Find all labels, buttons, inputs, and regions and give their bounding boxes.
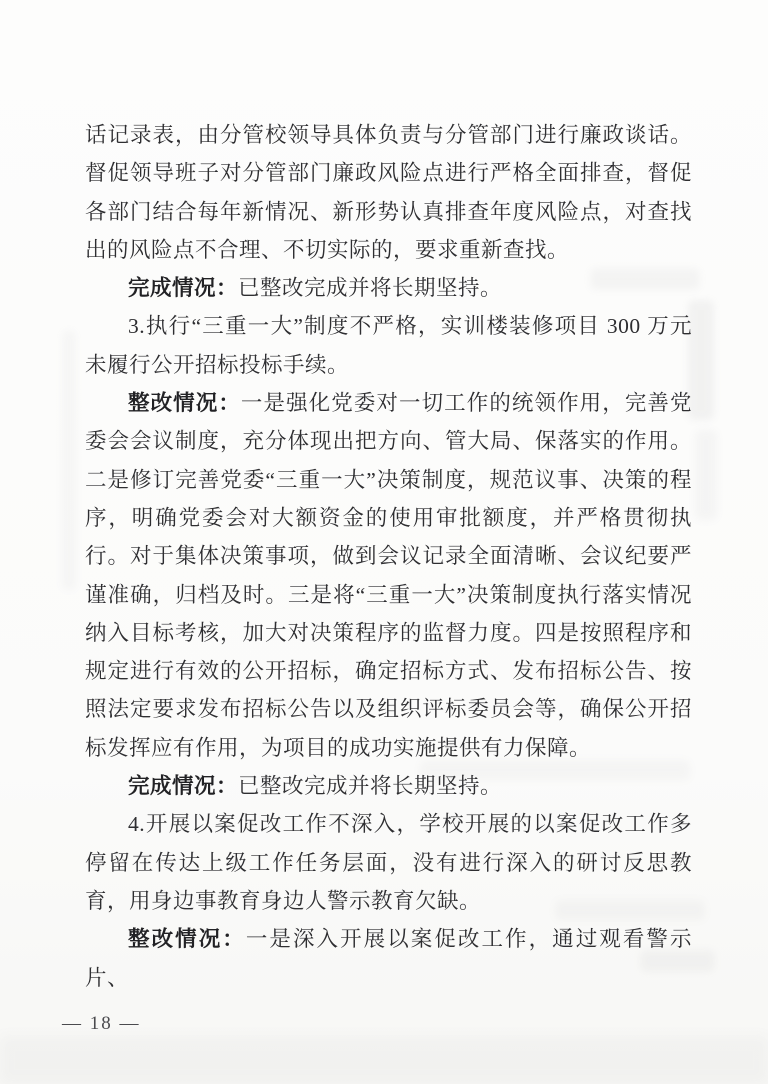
paragraph-text: 3.执行“三重一大”制度不严格，实训楼装修项目 300 万元未履行公开招标投标手续。 <box>85 314 692 377</box>
scan-artifact <box>62 330 76 590</box>
paragraph-label: 整改情况： <box>128 927 246 952</box>
paragraph <box>85 920 692 997</box>
page-number: — 18 — <box>62 1013 141 1034</box>
paragraph <box>85 307 692 384</box>
paragraph-text: 4.开展以案促改工作不深入，学校开展的以案促改工作多停留在传达上级工作任务层面，没有进行深入的研讨反思教育，用身边事教育身边人警示教育欠缺。 <box>85 812 692 913</box>
scan-artifact <box>695 430 717 520</box>
paragraph-label: 完成情况： <box>128 276 239 301</box>
paragraph-label: 完成情况： <box>128 774 239 799</box>
paragraph-text: 已整改完成并将长期坚持。 <box>238 774 503 799</box>
paragraph-text: 已整改完成并将长期坚持。 <box>238 276 503 301</box>
paragraph-text: 一是强化党委对一切工作的统领作用，完善党委会会议制度，充分体现出把方向、管大局、保落实的作用。二是修订完善党委“三重一大”决策制度，规范议事、决策的程序，明确党委会对大额资金的使用审批额度，并严格贯彻执行。对于集体决策事项，做到会议记录全面清晰、会议纪要严谨准确，归档及时。三是将“三重一大”决策制度执行落实情况纳入目标考核，加大对决策程序的监督力度。四是按照程序和规定进行有效的公开招标，确定招标方式、发布招标公告、按照法定要求发布招标公告以及组织评标委员会等，确保公开招标发挥应有作用，为项目的成功实施提供有力保障。 <box>85 391 692 760</box>
scan-artifact <box>0 1036 768 1084</box>
paragraph <box>85 269 692 307</box>
paragraph <box>85 384 692 767</box>
paragraph <box>85 805 692 920</box>
paragraph-text: 一是深入开展以案促改工作，通过观看警示片、 <box>85 927 692 990</box>
document-body <box>85 116 692 997</box>
paragraph-label: 整改情况： <box>128 391 241 416</box>
paragraph <box>85 767 692 805</box>
paragraph-text: 话记录表，由分管校领导具体负责与分管部门进行廉政谈话。督促领导班子对分管部门廉政风险点进行严格全面排查，督促各部门结合每年新情况、新形势认真排查年度风险点，对查找出的风险点不合理、不切实际的，要求重新查找。 <box>85 123 692 262</box>
paragraph <box>85 116 692 269</box>
